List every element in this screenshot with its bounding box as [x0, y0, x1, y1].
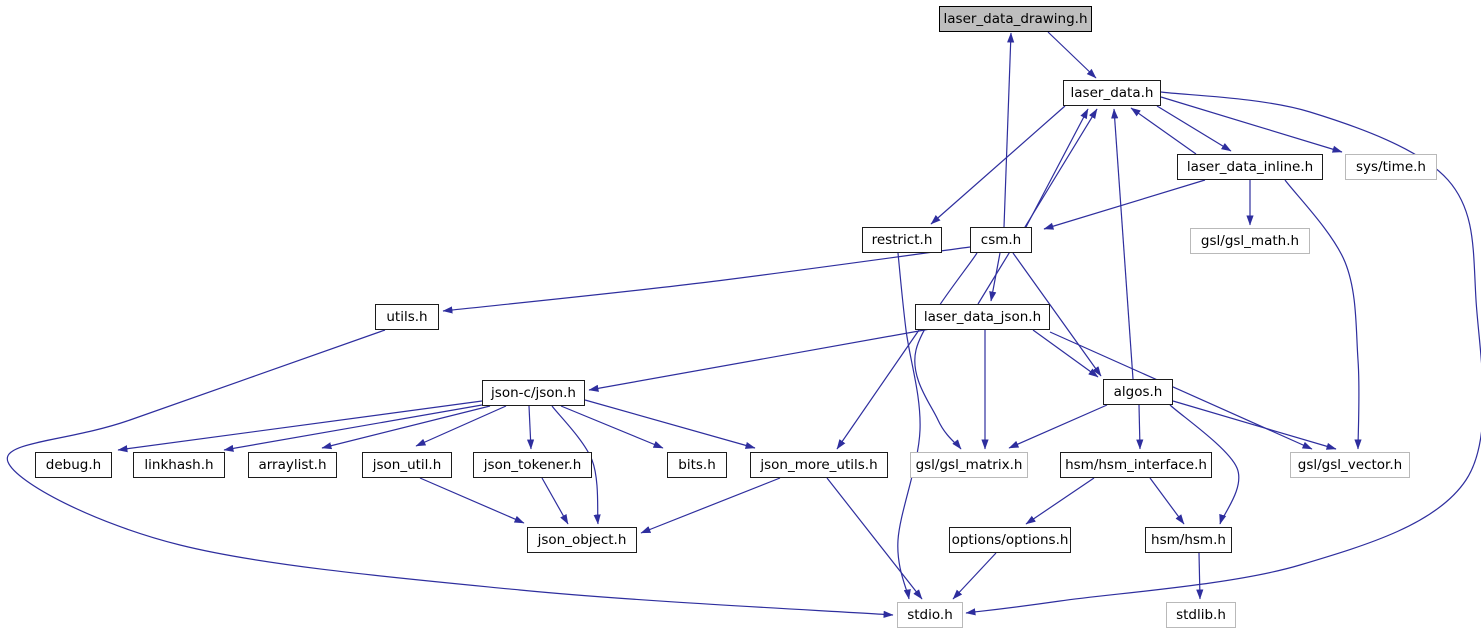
- node-json_tokener[interactable]: json_tokener.h: [473, 452, 592, 478]
- edge-csm-to-ldjson: [991, 253, 1000, 301]
- edge-jmu-to-stdio: [827, 478, 922, 599]
- edge-ldjson-to-jsonc: [589, 329, 930, 390]
- edge-json_util-to-json_object: [420, 478, 524, 523]
- node-restrict[interactable]: restrict.h: [862, 227, 942, 253]
- node-debug[interactable]: debug.h: [35, 452, 112, 478]
- edge-jsonc-to-jmu: [585, 400, 755, 448]
- edge-inline-to-laser_data: [1131, 108, 1196, 154]
- edge-laser_data-to-restrict: [931, 106, 1065, 224]
- edge-inline-to-csm: [1044, 180, 1205, 229]
- node-gslmath: gsl/gsl_math.h: [1190, 228, 1310, 254]
- node-stdlib: stdlib.h: [1166, 602, 1236, 628]
- node-json_util[interactable]: json_util.h: [362, 452, 452, 478]
- node-systime: sys/time.h: [1345, 154, 1437, 180]
- node-drawing: laser_data_drawing.h: [939, 6, 1092, 32]
- node-arraylist[interactable]: arraylist.h: [248, 452, 337, 478]
- edge-drawing-to-laser_data: [1048, 32, 1096, 78]
- node-csm[interactable]: csm.h: [970, 227, 1032, 253]
- edge-jsonc-to-json_tokener: [529, 406, 531, 449]
- node-ldjson[interactable]: laser_data_json.h: [915, 304, 1050, 330]
- edge-algos-to-gslmatrix: [1009, 405, 1107, 448]
- edge-jsonc-to-arraylist: [322, 406, 490, 448]
- edge-jsonc-to-linkhash: [224, 405, 482, 450]
- edge-algos-to-laser_data: [1114, 109, 1133, 379]
- edge-jsonc-to-bits: [561, 406, 663, 448]
- edge-hsmif-to-options: [1026, 478, 1094, 524]
- node-algos[interactable]: algos.h: [1103, 379, 1173, 405]
- node-jmu[interactable]: json_more_utils.h: [750, 452, 888, 478]
- edge-csm-to-utils: [443, 247, 970, 311]
- node-inline[interactable]: laser_data_inline.h: [1177, 154, 1323, 180]
- edge-csm-to-drawing: [1004, 33, 1011, 227]
- edge-ldjson-to-algos: [1033, 330, 1098, 377]
- node-gslvector: gsl/gsl_vector.h: [1290, 452, 1410, 478]
- edge-algos-to-gslvector: [1173, 401, 1336, 449]
- edge-hsm-to-stdlib: [1199, 553, 1200, 599]
- edge-inline-to-gslvector: [1285, 180, 1359, 449]
- edge-laser_data-to-inline: [1157, 106, 1231, 151]
- node-json_object[interactable]: json_object.h: [527, 527, 637, 553]
- edge-jsonc-to-debug: [118, 401, 482, 450]
- edge-hsmif-to-hsm: [1150, 478, 1184, 524]
- node-utils[interactable]: utils.h: [375, 304, 439, 330]
- node-hsm[interactable]: hsm/hsm.h: [1145, 527, 1232, 553]
- edge-ldjson-to-jmu: [837, 330, 919, 449]
- node-hsmif[interactable]: hsm/hsm_interface.h: [1060, 452, 1212, 478]
- edge-options-to-stdio: [953, 553, 996, 599]
- node-stdio: stdio.h: [897, 602, 963, 628]
- node-gslmatrix: gsl/gsl_matrix.h: [910, 452, 1028, 478]
- node-options[interactable]: options/options.h: [949, 527, 1071, 553]
- edge-ldjson-to-gslvector: [1050, 332, 1312, 449]
- edge-csm-to-gslmatrix: [915, 253, 977, 449]
- node-linkhash[interactable]: linkhash.h: [133, 452, 225, 478]
- edge-algos-to-hsmif: [1139, 405, 1140, 449]
- edge-jsonc-to-json_util: [416, 406, 506, 446]
- node-bits[interactable]: bits.h: [667, 452, 727, 478]
- edge-jmu-to-json_object: [641, 478, 780, 533]
- edge-json_tokener-to-json_object: [542, 478, 568, 524]
- edge-ldjson-to-laser_data: [978, 109, 1097, 304]
- node-laser_data[interactable]: laser_data.h: [1063, 80, 1161, 106]
- node-jsonc[interactable]: json-c/json.h: [482, 380, 585, 406]
